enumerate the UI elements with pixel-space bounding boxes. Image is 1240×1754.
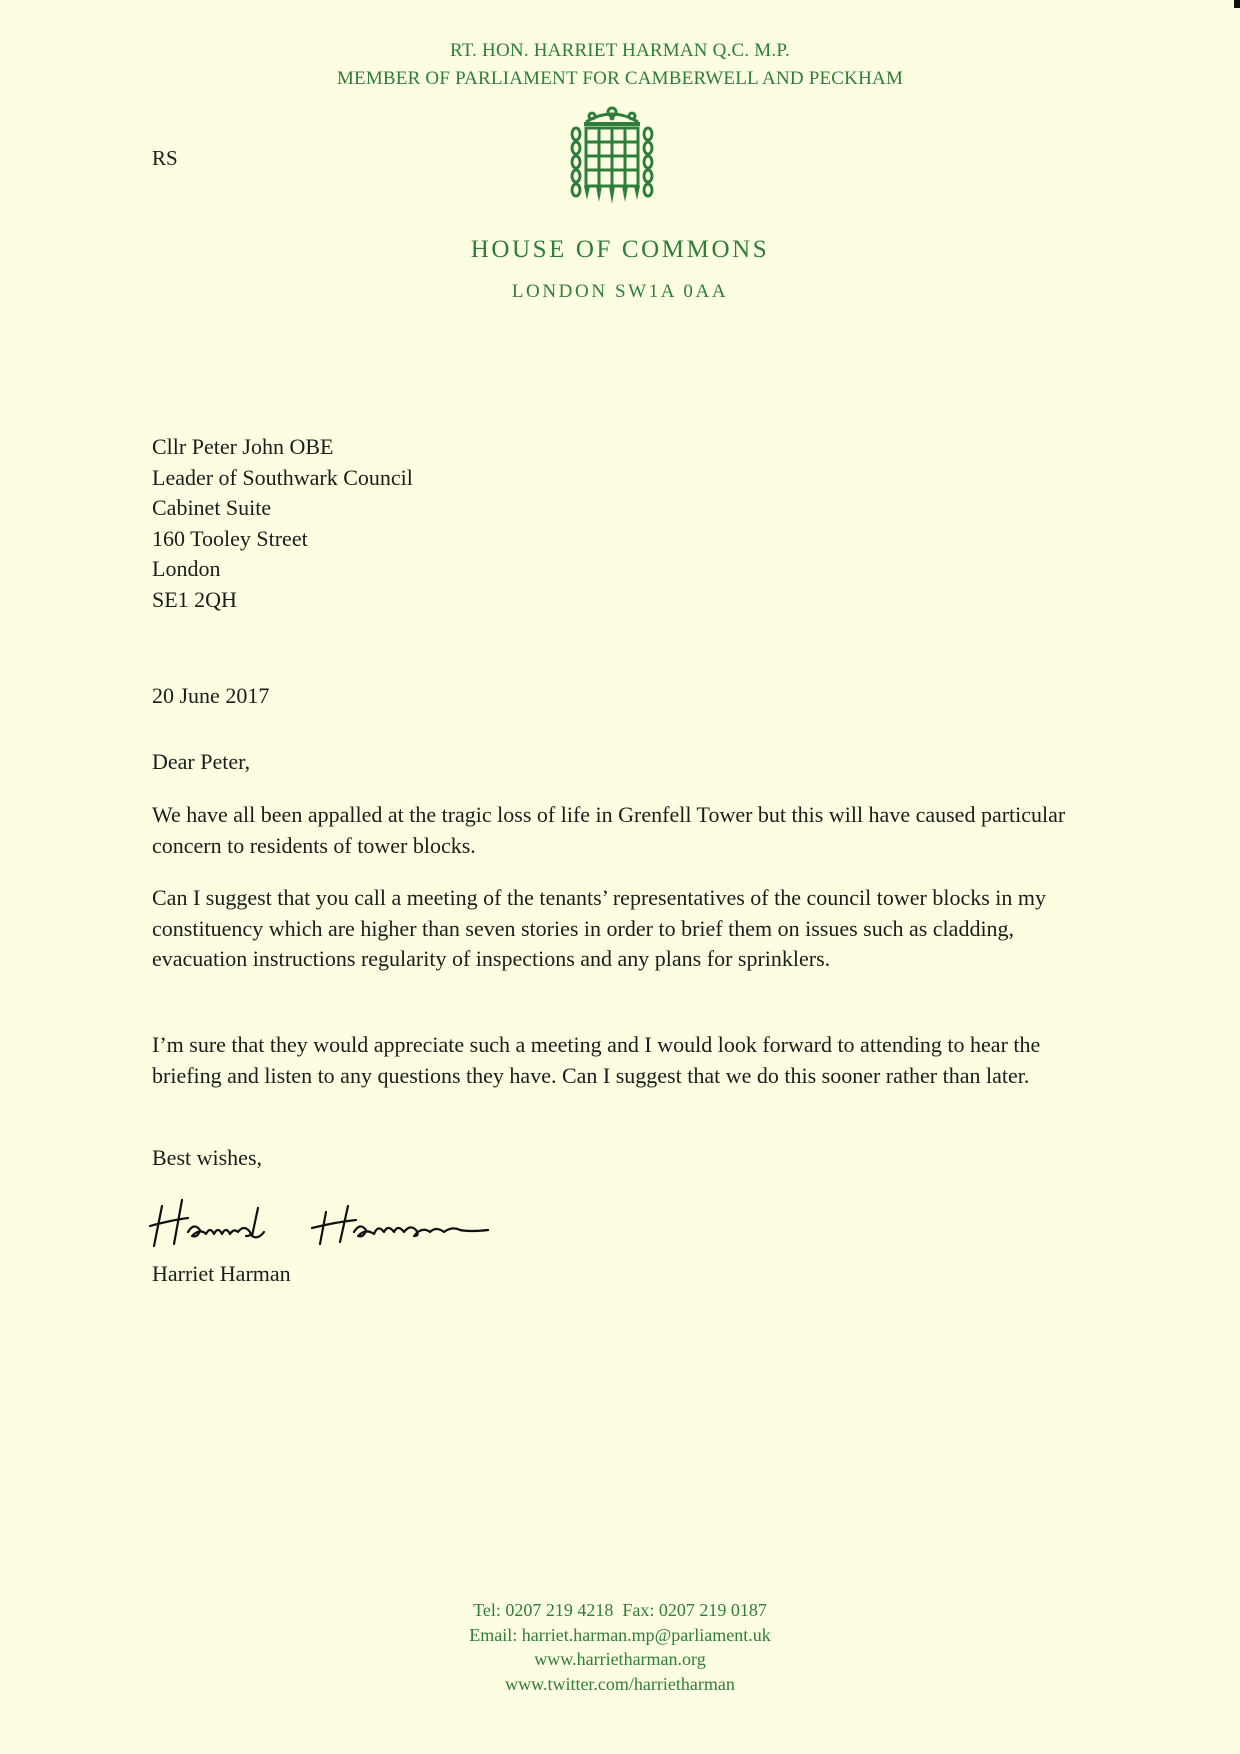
letterhead-mp-name: RT. HON. HARRIET HARMAN Q.C. M.P. bbox=[450, 40, 790, 61]
handwritten-signature bbox=[148, 1188, 528, 1254]
closing: Best wishes, bbox=[152, 1145, 262, 1170]
footer-phone-fax: Tel: 0207 219 4218 Fax: 0207 219 0187 bbox=[473, 1600, 767, 1620]
address-line: Leader of Southwark Council bbox=[152, 464, 413, 490]
body-paragraph: I’m sure that they would appreciate such a meeting and I would look forward to attending to hear the briefing and listen to any questions they have. Can I suggest that we do this sooner rather than later. bbox=[152, 1032, 1041, 1088]
scan-mark bbox=[1234, 0, 1240, 8]
body-paragraph: Can I suggest that you call a meeting of the tenants’ representatives of the council tower blocks in my constituency which are higher than seven stories in order to brief them on issues such as cladding, evacuation instructions regularity of inspections and any plans for sprinklers. bbox=[152, 885, 1046, 971]
footer-twitter: www.twitter.com/harrietharman bbox=[505, 1673, 735, 1694]
address-line: Cllr Peter John OBE bbox=[152, 434, 334, 459]
signer-name: Harriet Harman bbox=[152, 1261, 291, 1286]
footer-email: Email: harriet.harman.mp@parliament.uk bbox=[469, 1624, 771, 1645]
address-line: Cabinet Suite bbox=[152, 495, 272, 520]
address-line: 160 Tooley Street bbox=[152, 525, 308, 551]
house-of-commons-heading: HOUSE OF COMMONS bbox=[470, 236, 770, 263]
letter-date: 20 June 2017 bbox=[152, 683, 270, 708]
reference-initials: RS bbox=[152, 146, 178, 170]
portcullis-icon bbox=[566, 104, 658, 208]
footer-website: www.harrietharman.org bbox=[534, 1649, 706, 1669]
letter-footer bbox=[0, 1598, 1240, 1696]
address-line: London bbox=[152, 556, 221, 581]
salutation: Dear Peter, bbox=[152, 749, 251, 774]
letterhead-constituency: MEMBER OF PARLIAMENT FOR CAMBERWELL AND PECKHAM bbox=[336, 68, 904, 89]
address-line: SE1 2QH bbox=[152, 586, 237, 612]
letterhead-address: LONDON SW1A 0AA bbox=[511, 281, 729, 302]
recipient-address bbox=[152, 432, 413, 615]
body-paragraph: We have all been appalled at the tragic loss of life in Grenfell Tower but this will have caused particular concern to residents of tower blocks. bbox=[152, 802, 1066, 858]
